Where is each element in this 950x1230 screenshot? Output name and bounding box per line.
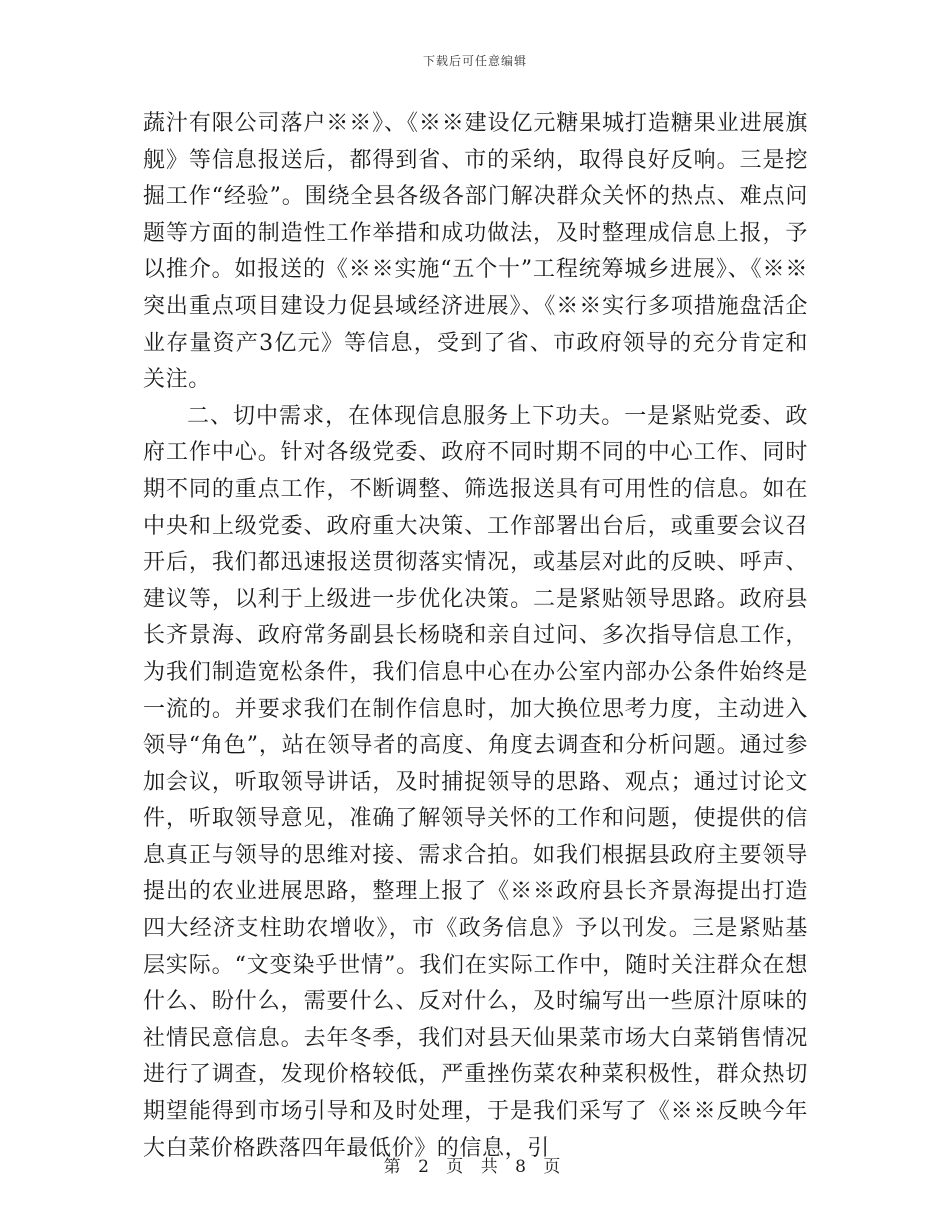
page-header: 下载后可任意编辑 xyxy=(422,54,527,68)
page-number: 第 2 页 共 8 页 xyxy=(383,1157,567,1177)
paragraph-continuation: 蔬汁有限公司落户※※》、《※※建设亿元糖果城打造糖果业进展旗舰》等信息报送后，都得到省、市的采纳，取得良好反响。三是挖掘工作“经验”。围绕全县各级各部门解决群众关怀的热点、难点问题等方面的制造性工作举措和成功做法，及时整理成信息上报，予以推介。如报送的《※※实施“五个十”工程统筹城乡进展》、《※※突出重点项目建设力促县域经济进展》、《※※实行多项措施盘活企业存量资产3亿元》等信息，受到了省、市政府领导的充分肯定和关注。 xyxy=(143,111,808,393)
document-body xyxy=(143,106,808,1167)
paragraph-section-two: 二、切中需求，在体现信息服务上下功夫。一是紧贴党委、政府工作中心。针对各级党委、政府不同时期不同的中心工作、同时期不同的重点工作，不断调整、筛选报送具有可用性的信息。如在中央和上级党委、政府重大决策、工作部署出台后，或重要会议召开后，我们都迅速报送贯彻落实情况，或基层对此的反映、呼声、建议等，以利于上级进一步优化决策。二是紧贴领导思路。政府县长齐景海、政府常务副县长杨晓和亲自过问、多次指导信息工作，为我们制造宽松条件，我们信息中心在办公室内部办公条件始终是一流的。并要求我们在制作信息时，加大换位思考力度，主动进入领导“角色”，站在领导者的高度、角度去调查和分析问题。通过参加会议，听取领导讲话，及时捕捉领导的思路、观点；通过讨论文件，听取领导意见，准确了解领导关怀的工作和问题，使提供的信息真正与领导的思维对接、需求合拍。如我们根据县政府主要领导提出的农业进展思路，整理上报了《※※政府县长齐景海提出打造四大经济支柱助农增收》，市《政务信息》予以刊发。三是紧贴基层实际。“文变染乎世情”。我们在实际工作中，随时关注群众在想什么、盼什么，需要什么、反对什么，及时编写出一些原汁原味的社情民意信息。去年冬季，我们对县天仙果菜市场大白菜销售情况进行了调查，发现价格较低，严重挫伤菜农种菜积极性，群众热切期望能得到市场引导和及时处理，于是我们采写了《※※反映今年大白菜价格跌落四年最低价》的信息，引 xyxy=(143,403,808,1161)
